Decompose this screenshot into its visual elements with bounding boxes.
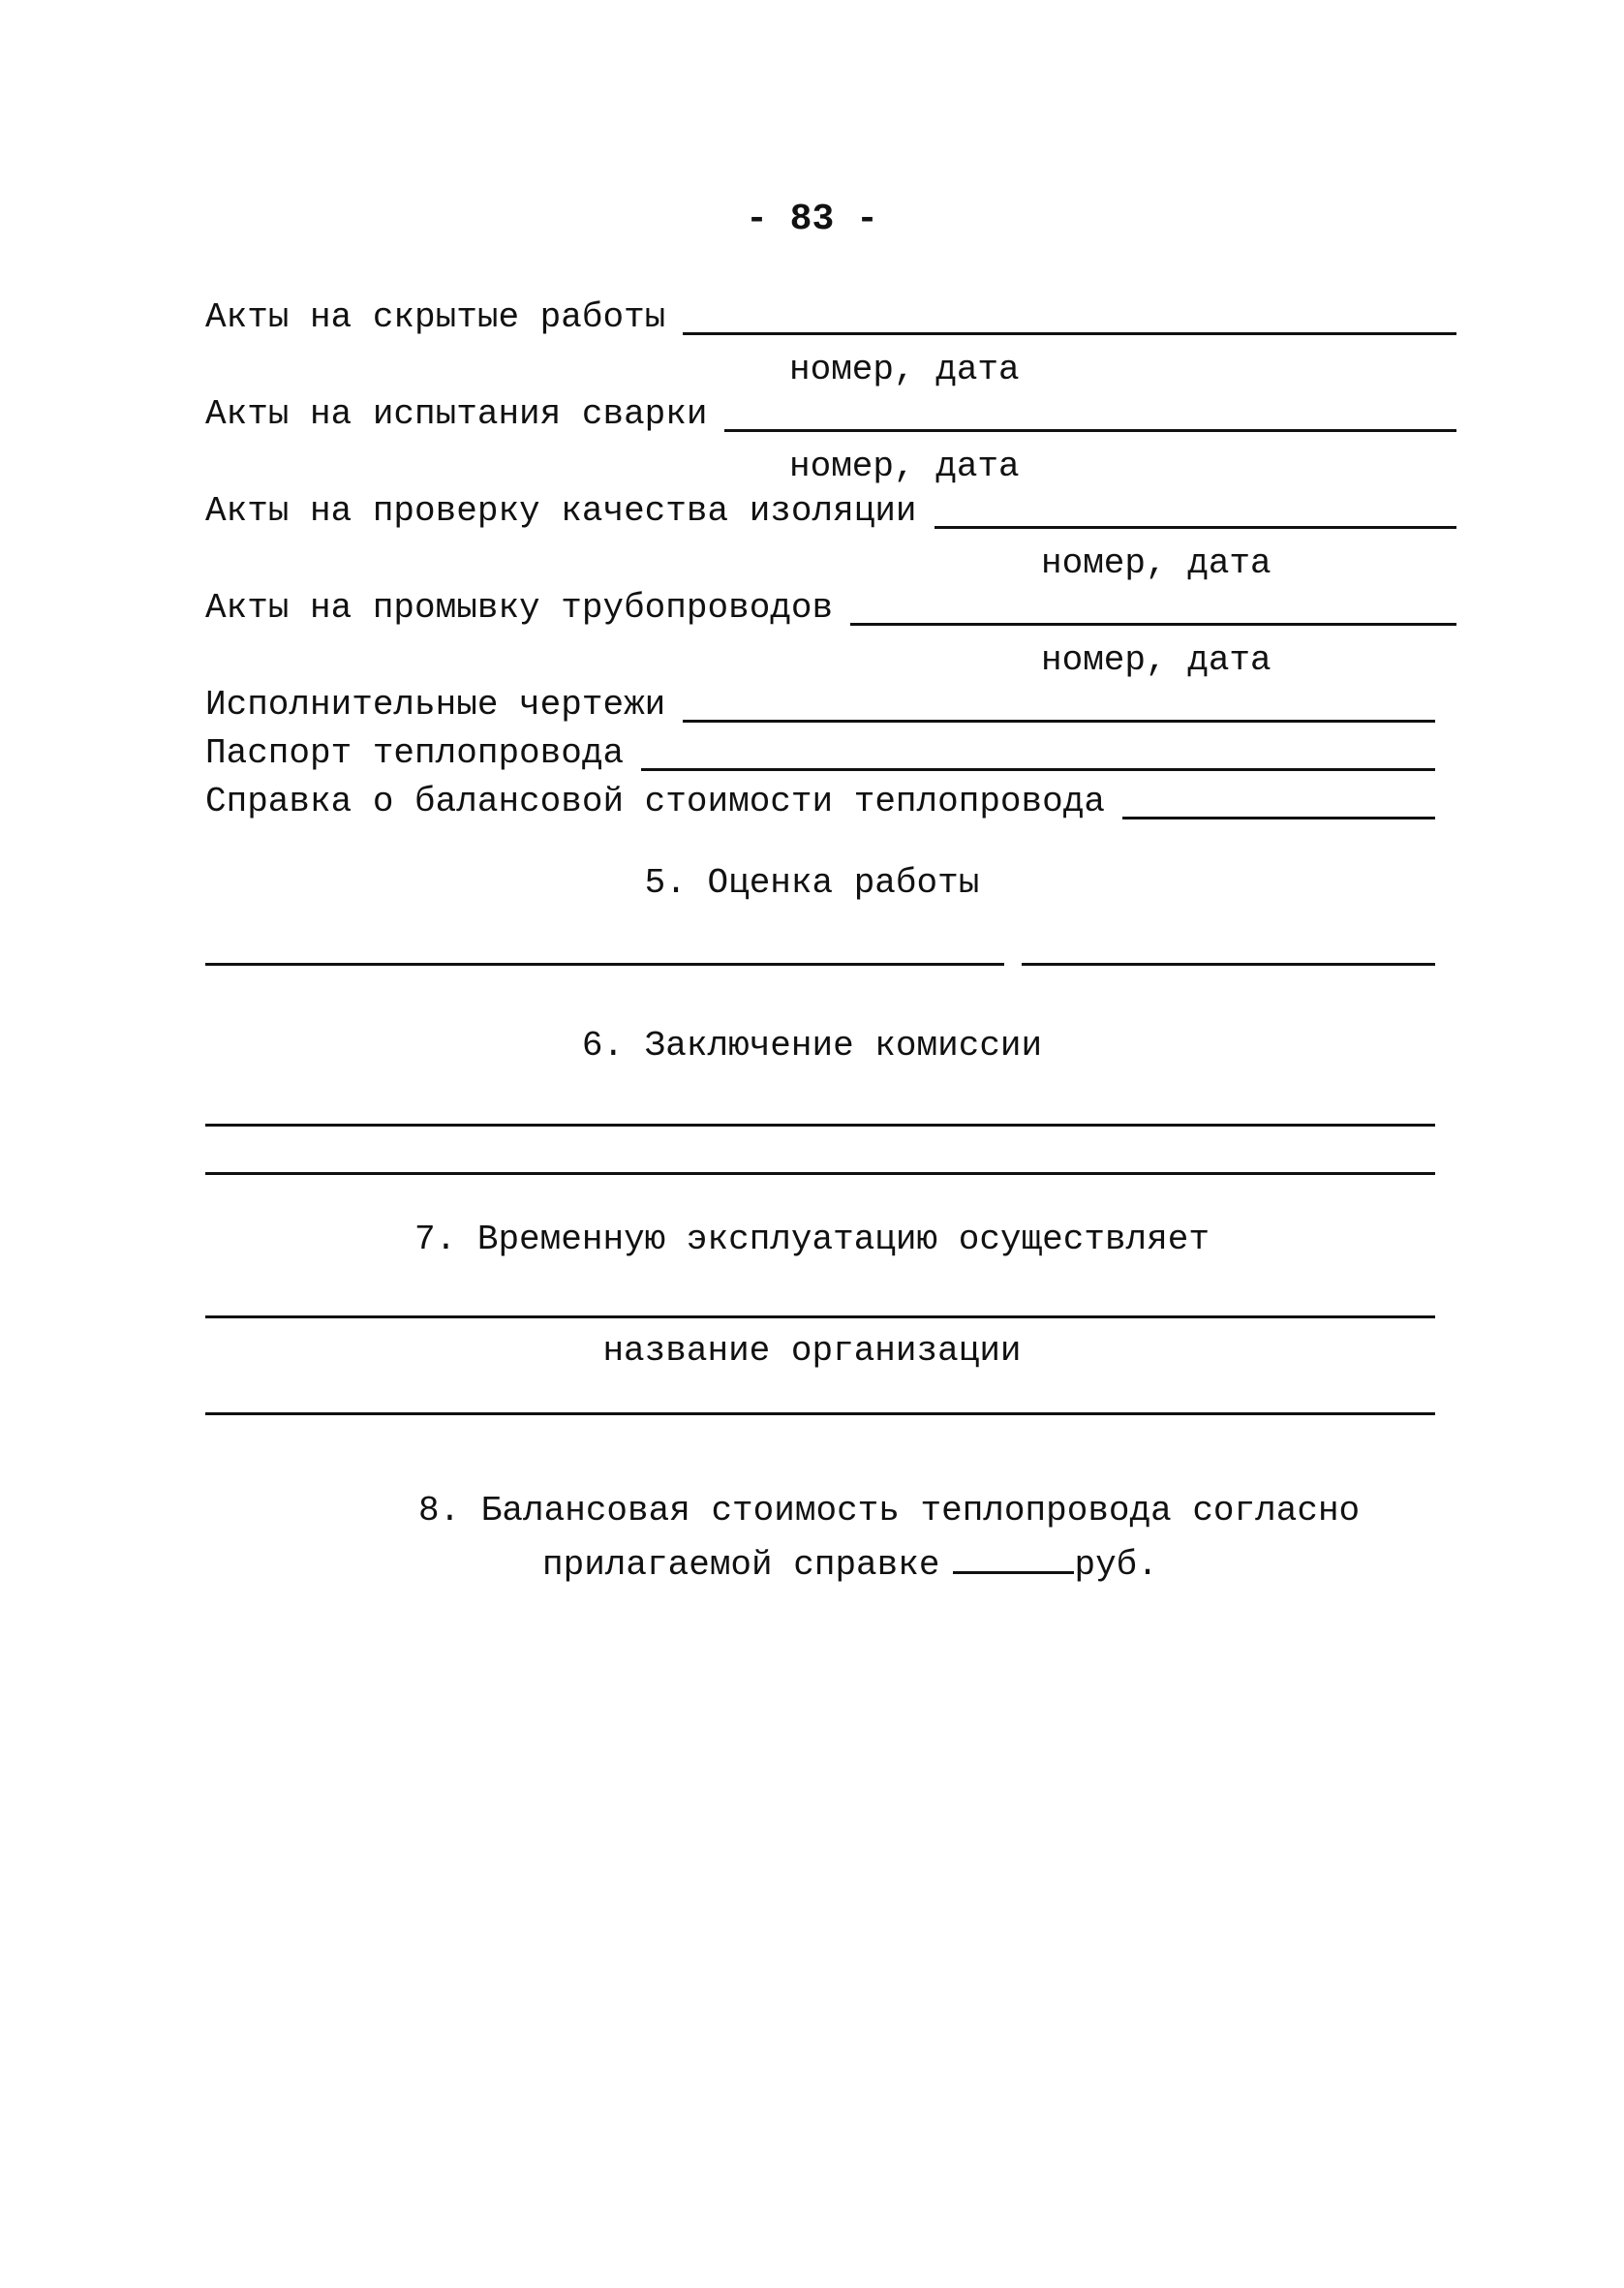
temporary-operation-field[interactable]: [205, 1315, 1435, 1318]
pipe-flushing-field[interactable]: [850, 623, 1456, 626]
pipe-flushing-caption: номер, дата: [1041, 640, 1272, 680]
temporary-operation-heading: 7. Временную эксплуатацию осуществляет: [414, 1220, 1210, 1259]
as-built-drawings-row: [205, 686, 1435, 725]
balance-certificate-field[interactable]: [1122, 817, 1435, 819]
temporary-operation-field-2[interactable]: [205, 1412, 1435, 1415]
welding-tests-row: [205, 395, 1456, 434]
page-number: - 83 -: [746, 199, 878, 240]
hidden-works-field[interactable]: [683, 332, 1456, 335]
balance-cost-amount-field[interactable]: [953, 1542, 1074, 1574]
welding-tests-caption: номер, дата: [789, 447, 1020, 486]
insulation-check-field[interactable]: [935, 526, 1456, 529]
insulation-check-row: [205, 492, 1456, 531]
pipeline-passport-label: Паспорт теплопровода: [205, 733, 625, 773]
pipeline-passport-row: [205, 734, 1435, 773]
welding-tests-label: Акты на испытания сварки: [205, 394, 708, 434]
as-built-drawings-label: Исполнительные чертежи: [205, 685, 666, 725]
balance-cost-line2: [542, 1542, 1158, 1585]
balance-certificate-row: [205, 783, 1435, 821]
insulation-check-label: Акты на проверку качества изоляции: [205, 491, 917, 531]
hidden-works-row: [205, 298, 1456, 337]
hidden-works-caption: номер, дата: [789, 350, 1020, 389]
hidden-works-label: Акты на скрытые работы: [205, 297, 666, 337]
insulation-check-caption: номер, дата: [1041, 543, 1272, 583]
balance-certificate-label: Справка о балансовой стоимости теплопровода: [205, 782, 1105, 821]
work-assessment-field-left[interactable]: [205, 963, 1004, 966]
welding-tests-field[interactable]: [724, 429, 1456, 432]
commission-conclusion-heading: 6. Заключение комиссии: [581, 1026, 1043, 1066]
balance-cost-prefix: прилагаемой справке: [542, 1545, 940, 1585]
work-assessment-field-right[interactable]: [1022, 963, 1435, 966]
pipeline-passport-field[interactable]: [641, 768, 1435, 771]
as-built-drawings-field[interactable]: [683, 720, 1435, 723]
commission-conclusion-field-1[interactable]: [205, 1124, 1435, 1127]
commission-conclusion-field-2[interactable]: [205, 1172, 1435, 1175]
balance-cost-line1: 8. Балансовая стоимость теплопровода согласно: [418, 1491, 1361, 1530]
pipe-flushing-label: Акты на промывку трубопроводов: [205, 588, 834, 628]
balance-cost-suffix: руб.: [1074, 1545, 1158, 1585]
work-assessment-heading: 5. Оценка работы: [644, 863, 980, 903]
pipe-flushing-row: [205, 589, 1456, 628]
temporary-operation-caption: название организации: [602, 1331, 1022, 1371]
